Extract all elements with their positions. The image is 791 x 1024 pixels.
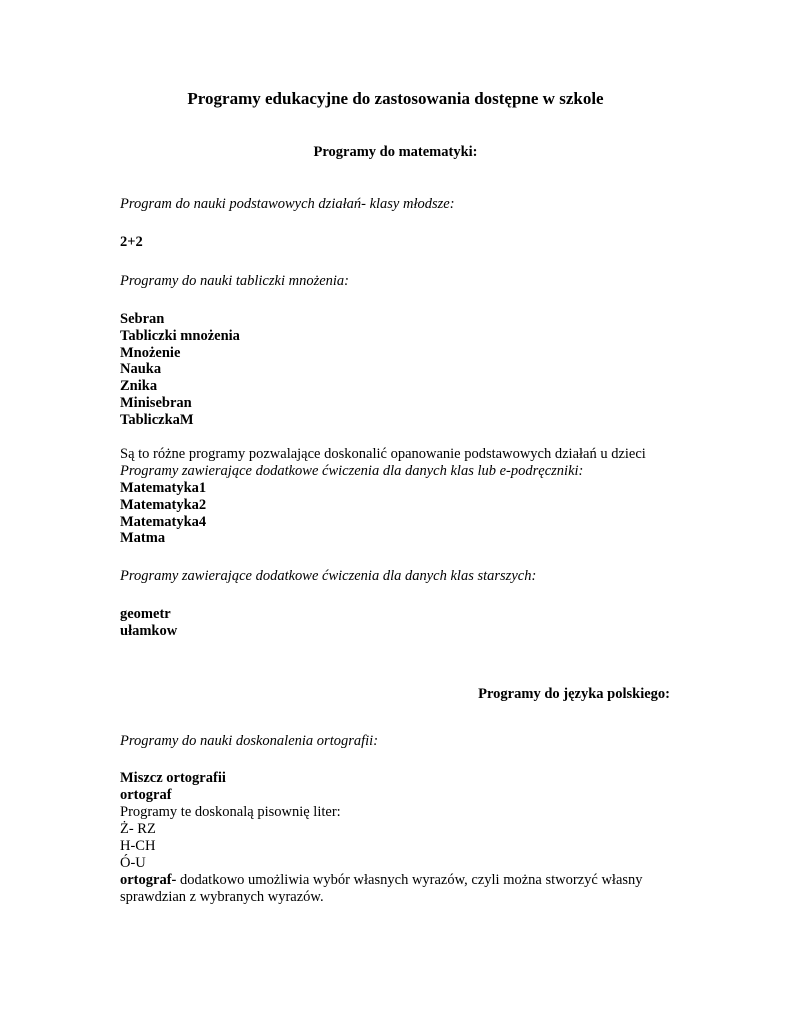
list-item: Nauka bbox=[120, 361, 162, 378]
times-intro: Programy do nauki tabliczki mnożenia: bbox=[120, 273, 350, 289]
basic-program: 2+2 bbox=[120, 234, 143, 250]
times-note: Są to różne programy pozwalające doskonalić opanowanie podstawowych działań u dzieci bbox=[120, 446, 646, 462]
list-item: Tabliczki mnożenia bbox=[120, 327, 240, 344]
ortograf-description bbox=[120, 872, 680, 906]
ortho-intro: Programy do nauki doskonalenia ortografii: bbox=[120, 733, 379, 749]
letters-item: Ó-U bbox=[120, 855, 146, 871]
math-heading: Programy do matematyki: bbox=[313, 144, 478, 160]
list-item: Mnożenie bbox=[120, 344, 181, 361]
page-title: Programy edukacyjne do zastosowania dostępne w szkole bbox=[187, 89, 604, 108]
older-program-list bbox=[120, 606, 177, 640]
list-item: geometr bbox=[120, 606, 171, 622]
letters-item: Ż- RZ bbox=[120, 821, 156, 837]
list-item: Sebran bbox=[120, 311, 165, 327]
extra-program-list bbox=[120, 480, 206, 547]
list-item: TabliczkaM bbox=[120, 411, 194, 428]
ortho-note: Programy te doskonalą pisownię liter: bbox=[120, 804, 341, 820]
list-item: Matma bbox=[120, 530, 166, 547]
list-item: Matematyka1 bbox=[120, 480, 207, 496]
basic-intro: Program do nauki podstawowych działań- klasy młodsze: bbox=[120, 196, 455, 212]
letters-item: H-CH bbox=[120, 838, 156, 854]
list-item: Matematyka2 bbox=[120, 496, 207, 513]
list-item: Minisebran bbox=[120, 394, 192, 411]
extra-intro: Programy zawierające dodatkowe ćwiczenia dla danych klas lub e-podręczniki: bbox=[120, 463, 584, 479]
older-intro: Programy zawierające dodatkowe ćwiczenia dla danych klas starszych: bbox=[120, 568, 537, 584]
ortho-program-list bbox=[120, 770, 226, 804]
list-item: Miszcz ortografii bbox=[120, 770, 226, 786]
ortograf-desc: dodatkowo umożliwia wybór własnych wyrazów, czyli można stworzyć własny sprawdzian z wybranych wyrazów. bbox=[120, 872, 643, 905]
times-program-list bbox=[120, 311, 240, 429]
list-item: ułamkow bbox=[120, 622, 178, 639]
polish-heading: Programy do języka polskiego: bbox=[478, 686, 670, 702]
list-item: Znika bbox=[120, 378, 158, 395]
list-item: ortograf bbox=[120, 786, 172, 803]
ortograf-name: ortograf- bbox=[120, 872, 177, 888]
list-item: Matematyka4 bbox=[120, 513, 207, 530]
